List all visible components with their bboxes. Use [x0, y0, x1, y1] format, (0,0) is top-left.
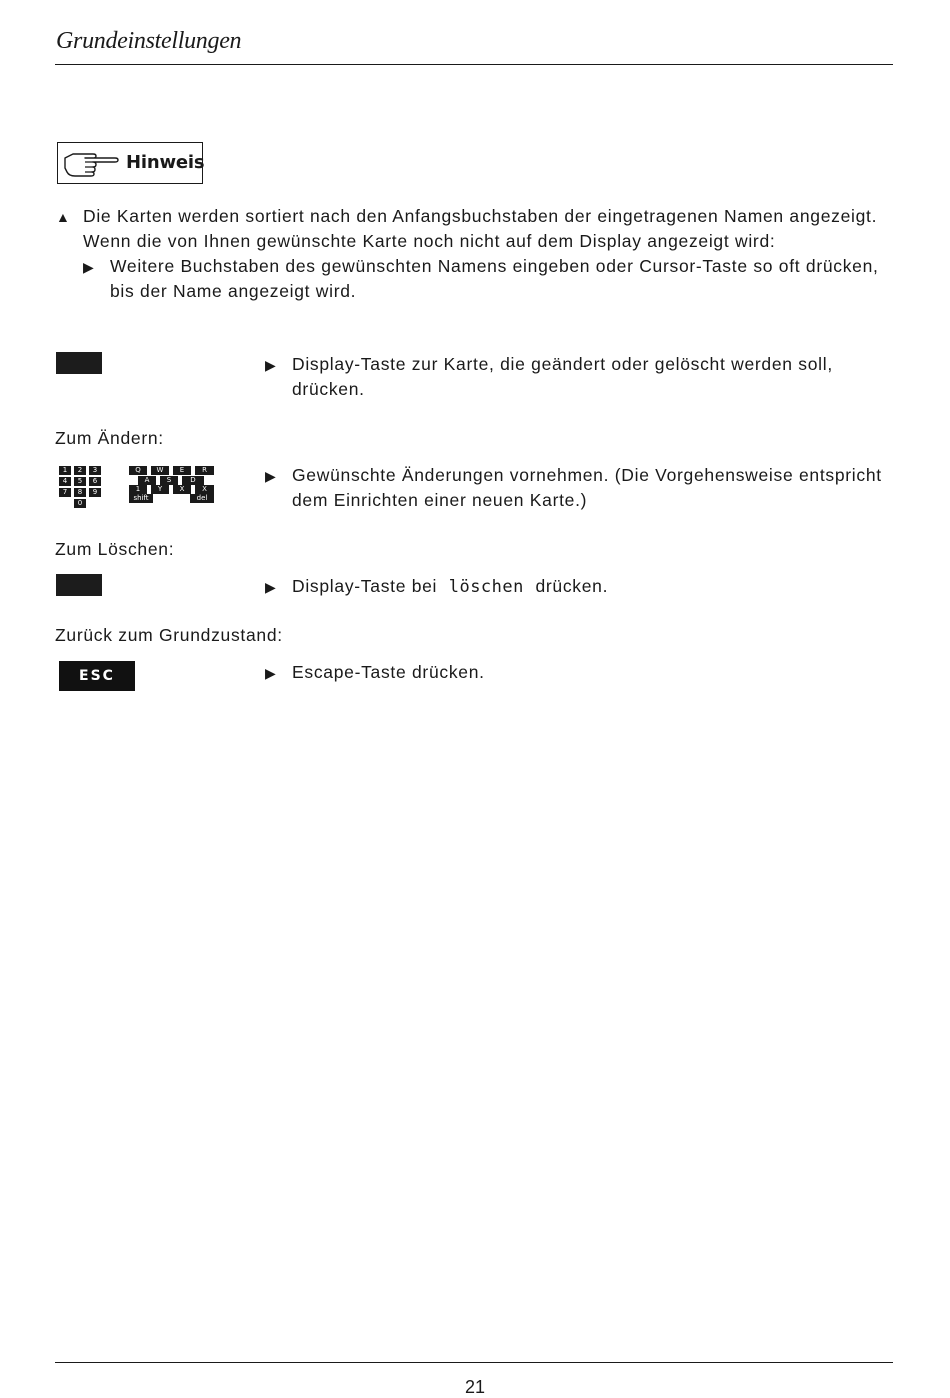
intro-line-2: Wenn die von Ihnen gewünschte Karte noch nicht auf dem Display angezeigt wird:	[83, 231, 776, 251]
key-9: 9	[89, 488, 101, 497]
change-line-2: dem Einrichten einer neuen Karte.)	[292, 490, 588, 510]
key-shift: shift	[129, 494, 153, 503]
key-a: A	[138, 476, 156, 485]
key-r: R	[195, 466, 214, 475]
delete-suffix: drücken.	[535, 576, 609, 596]
key-7: 7	[59, 488, 71, 497]
header-divider	[55, 64, 893, 65]
key-3: 3	[89, 466, 101, 475]
key-2: 2	[74, 466, 86, 475]
key-1: 1	[59, 466, 71, 475]
change-heading: Zum Ändern:	[55, 428, 164, 448]
intro-step-line-2: bis der Name angezeigt wird.	[110, 281, 357, 301]
intro-step-line-1: Weitere Buchstaben des gewünschten Namens eingeben oder Cursor-Taste so oft drücken,	[110, 256, 879, 276]
note-box	[57, 142, 203, 184]
key-w: W	[151, 466, 169, 475]
step-arrow-icon: ▶	[265, 579, 277, 595]
page-header-title: Grundeinstellungen	[56, 28, 242, 54]
note-label: Hinweis	[126, 152, 205, 173]
display-key-icon	[56, 352, 102, 374]
key-e: E	[173, 466, 191, 475]
step-arrow-icon: ▶	[265, 357, 277, 373]
bullet-marker: ▲	[56, 209, 71, 225]
select-card-line-2: drücken.	[292, 379, 365, 399]
page-number: 21	[464, 1377, 486, 1397]
back-line: Escape-Taste drücken.	[292, 662, 485, 682]
key-0: 0	[74, 499, 86, 508]
display-key-icon	[56, 574, 102, 596]
step-arrow-icon: ▶	[265, 468, 277, 484]
step-arrow-icon: ▶	[83, 259, 95, 275]
change-line-1: Gewünschte Änderungen vornehmen. (Die Vorgehensweise entspricht	[292, 465, 882, 485]
select-card-line-1: Display-Taste zur Karte, die geändert oder gelöscht werden soll,	[292, 354, 833, 374]
key-5: 5	[74, 477, 86, 486]
key-d: D	[182, 476, 204, 485]
key-1-alpha: 1	[129, 485, 147, 494]
key-x: X	[173, 485, 191, 494]
key-s: S	[160, 476, 178, 485]
intro-line-1: Die Karten werden sortiert nach den Anfangsbuchstaben der eingetragenen Namen angezeigt.	[83, 206, 878, 226]
delete-display-word: löschen	[448, 577, 524, 597]
key-del: del	[190, 494, 214, 503]
key-y: Y	[151, 485, 169, 494]
back-heading: Zurück zum Grundzustand:	[55, 625, 283, 645]
esc-key-icon: ESC	[59, 661, 135, 691]
delete-heading: Zum Löschen:	[55, 539, 175, 559]
step-arrow-icon: ▶	[265, 665, 277, 681]
key-4: 4	[59, 477, 71, 486]
delete-instruction	[292, 574, 608, 600]
key-x2: X	[195, 485, 214, 494]
delete-prefix: Display-Taste bei	[292, 576, 438, 596]
key-6: 6	[89, 477, 101, 486]
pointing-hand-icon	[63, 148, 119, 183]
footer-divider	[55, 1362, 893, 1363]
key-8: 8	[74, 488, 86, 497]
key-q: Q	[129, 466, 147, 475]
